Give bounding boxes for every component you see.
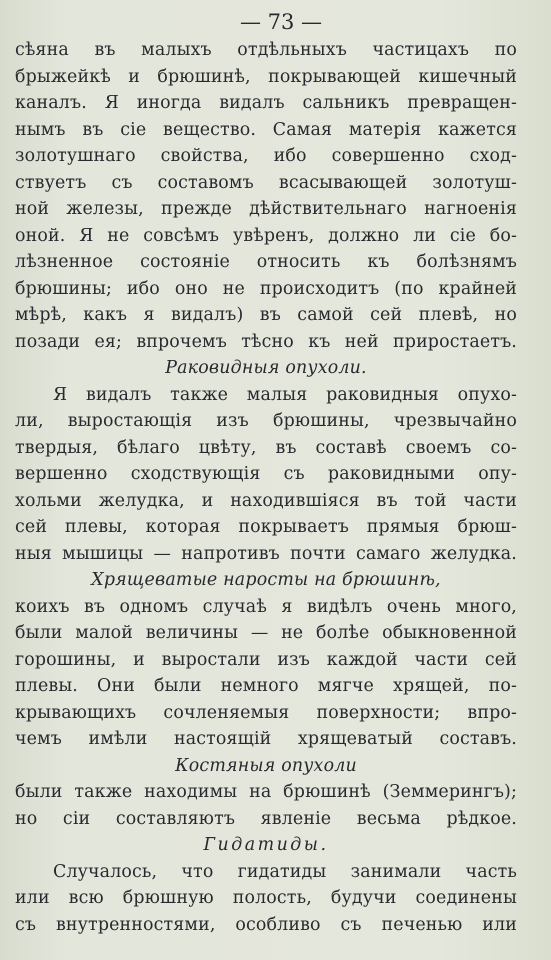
text-line: оной. Я не совсѣмъ увѣренъ, должно ли сіе бо- xyxy=(15,225,517,246)
text-line: коихъ въ одномъ случаѣ я видѣлъ очень много, xyxy=(15,596,517,617)
text-line: золотушнаго свойства, ибо совершенно сход- xyxy=(15,146,517,166)
text-line: ствуетъ съ составомъ всасывающей золотуш- xyxy=(15,172,517,193)
text-line: брюшины; ибо оно не происходитъ (по крайней xyxy=(15,278,517,299)
text-line: вершенно сходствующія съ раковидными опу- xyxy=(15,464,517,484)
text-line: крывающихъ сочленяемыя поверхности; впро- xyxy=(15,702,517,723)
text-line: брыжейкѣ и брюшинѣ, покрывающей кишечный xyxy=(15,66,517,87)
section-heading: Раковидныя опухоли. xyxy=(165,358,367,378)
text-line: ли, выростающія изъ брюшины, чрезвычайно xyxy=(15,411,517,431)
text-line: лѣзненное состояніе относить къ болѣзнямъ xyxy=(15,252,517,272)
text-line: съ внутренностями, особливо съ печенью или xyxy=(15,914,517,935)
text-line: твердыя, бѣлаго цвѣту, въ составѣ своемъ со- xyxy=(15,437,517,458)
text-line: позади ея; впрочемъ тѣсно къ ней приростаетъ. xyxy=(15,331,517,352)
section-heading: Гидатиды. xyxy=(203,835,329,855)
text-line: были также находимы на брюшинѣ (Земмерингъ); xyxy=(15,782,517,802)
text-line: чемъ имѣли настоящій хрящеватый составъ. xyxy=(15,729,517,749)
section-heading: Хрящеватые наросты на брюшинѣ, xyxy=(91,570,441,590)
text-line: хольми желудка, и находившіяся въ той части xyxy=(15,490,517,511)
text-line: но сіи составляютъ явленіе весьма рѣдкое. xyxy=(15,808,517,829)
text-line: Случалось, что гидатиды занимали часть xyxy=(53,861,517,882)
page-number: — 73 — xyxy=(239,10,323,34)
text-line: Я видалъ также малыя раковидныя опухо- xyxy=(53,384,517,405)
text-line: плевы. Они были немного мягче хрящей, по- xyxy=(15,676,517,696)
text-line: сѣяна въ малыхъ отдѣльныхъ частицахъ по xyxy=(15,40,517,60)
text-line: были малой величины — не болѣе обыкновенной xyxy=(15,623,517,643)
section-heading: Костяныя опухоли xyxy=(175,755,357,776)
text-line: горошины, и выростали изъ каждой части сей xyxy=(15,649,517,670)
text-line: или всю брюшную полость, будучи соединены xyxy=(15,888,517,908)
text-line: ныя мышицы — напротивъ почти самаго желудка. xyxy=(15,543,517,564)
text-line: мѣрѣ, какъ я видалъ) въ самой сей плевѣ, но xyxy=(15,305,517,325)
text-line: каналъ. Я иногда видалъ сальникъ превращен- xyxy=(15,93,517,113)
text-line: сей плевы, которая покрываетъ прямыя брюш- xyxy=(15,517,517,537)
page-text-body xyxy=(15,37,517,938)
text-line: нымъ въ сіе вещество. Самая матерія кажется xyxy=(15,119,517,140)
text-line: ной железы, прежде дѣйствительнаго нагноенія xyxy=(15,199,517,219)
